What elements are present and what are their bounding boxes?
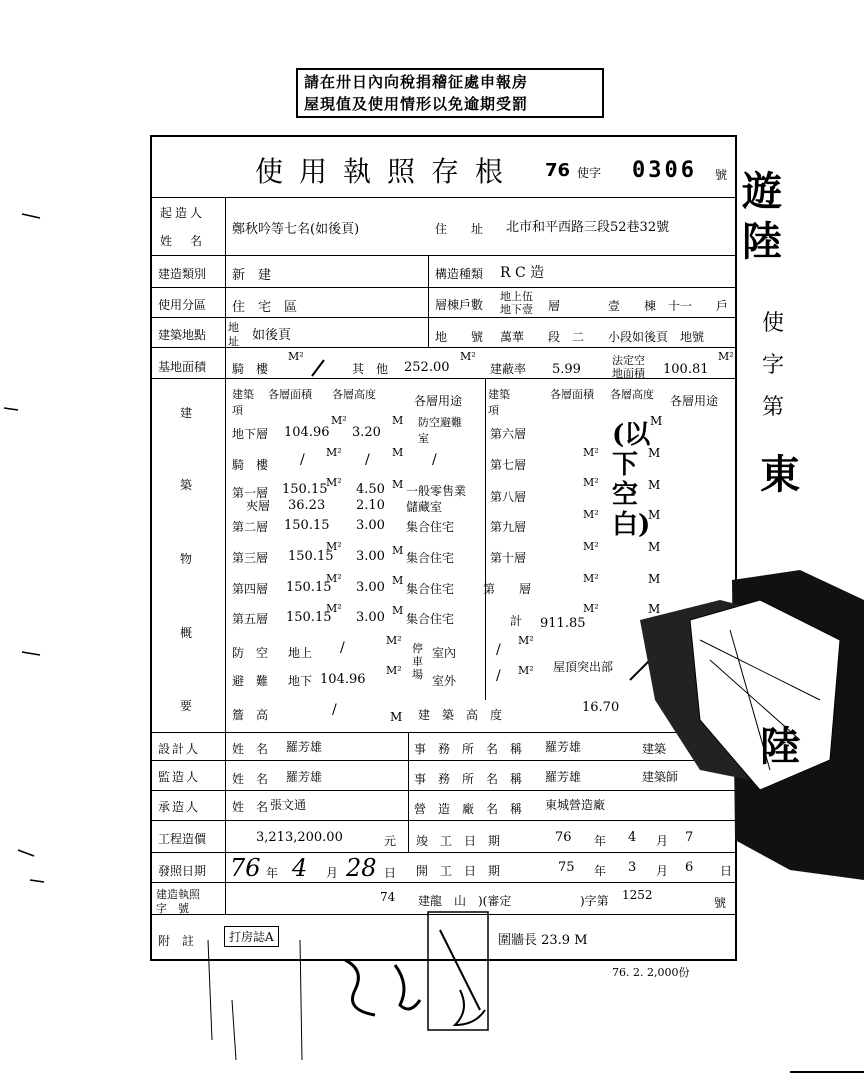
unit-m2: M²: [583, 602, 599, 615]
total-value: 911.85: [540, 616, 586, 631]
supervisor-name-label: 姓 名: [232, 772, 269, 786]
roof-label: 屋頂突出部: [553, 660, 614, 674]
unit-m2: M²: [326, 540, 342, 553]
floor-name: 第二層: [232, 520, 269, 534]
height-label: 建 築 高 度: [418, 708, 503, 722]
day-char: 日: [720, 864, 733, 878]
floor-use: 儲藏室: [406, 500, 443, 514]
permit-number: 0306: [632, 158, 697, 183]
start-month: 3: [628, 860, 637, 875]
address-value: 北市和平西路三段52巷32號: [506, 220, 670, 235]
location-sub-2: 址: [228, 335, 239, 348]
eaves-value: /: [332, 702, 337, 718]
contractor-name-label: 姓 名: [232, 800, 269, 814]
floor-height: 2.10: [356, 498, 385, 513]
print-info: 76. 2. 2,000份: [612, 966, 690, 979]
unit-m2: M²: [583, 476, 599, 489]
floor-use: 集合住宅: [406, 520, 455, 534]
fence-length: 圍牆長 23.9 M: [498, 933, 588, 948]
designer-suffix: 建築: [642, 742, 667, 756]
other-label: 其 他: [352, 362, 389, 376]
unit-m: M: [392, 478, 404, 491]
start-day: 6: [685, 860, 694, 875]
permit-year: 76: [545, 160, 571, 181]
legal-area-label-2: 地面積: [612, 367, 645, 380]
unit-m: M: [648, 572, 661, 586]
cost-value: 3,213,200.00: [256, 830, 343, 845]
contractor-firm-label: 營 造 廠 名 稱: [414, 802, 523, 816]
area-unit: M²: [288, 350, 304, 363]
month-char: 月: [656, 864, 669, 878]
col-item-header: 建築項: [232, 388, 254, 417]
note-stamp: 打房誌A: [224, 926, 279, 947]
floor-use: 集合住宅: [406, 612, 455, 626]
floor-height: 4.50: [356, 482, 385, 497]
year-char: 年: [594, 864, 607, 878]
floor-name: 第四層: [232, 582, 269, 596]
supervisor-office-label: 事 務 所 名 稱: [414, 772, 523, 786]
floor-area: 150.15: [284, 518, 330, 533]
blank-note: (以下空白): [612, 420, 651, 540]
land-value: 萬華 段 二 小段如後頁 地號: [500, 330, 705, 344]
floors-label: 層棟戶數: [435, 298, 484, 312]
floor-name: 第五層: [232, 612, 269, 626]
notice-line-2: 屋現值及使用情形以免逾期受罰: [304, 95, 529, 113]
unit-m: M: [392, 574, 404, 587]
unit-m: M: [648, 602, 661, 616]
col-area-header: 各層面積: [268, 388, 312, 401]
note-label: 附 註: [158, 934, 195, 948]
col-height-header-right: 各層高度: [610, 388, 654, 401]
floor-area: 150.15: [282, 482, 328, 497]
permit-ref-char: )字第: [580, 894, 609, 908]
owner-label-1: 起造人: [160, 206, 206, 220]
side-label-2: 築: [180, 478, 193, 492]
total-label: 計: [510, 614, 523, 628]
location-label: 建築地點: [158, 328, 207, 342]
supervisor-name: 羅芳雄: [286, 770, 323, 784]
unit-m2: M²: [583, 540, 599, 553]
supervisor-suffix: 建築師: [642, 770, 679, 784]
floor-area: /: [300, 452, 305, 468]
permit-ref-label-2: 字 號: [156, 902, 189, 915]
col-area-header-right: 各層面積: [550, 388, 594, 401]
unit-m: M: [392, 414, 404, 427]
side-label-4: 概: [180, 626, 193, 640]
permit-suffix: 號: [715, 168, 728, 182]
shelter-above-value: /: [340, 640, 345, 656]
land-label: 地 號: [435, 330, 484, 344]
col-height-header: 各層高度: [332, 388, 376, 401]
svg-text:陸: 陸: [742, 218, 782, 265]
completion-year: 76: [555, 830, 572, 845]
floor-name-right: 第六層: [490, 427, 527, 441]
permit-ref-district: 建龍 山 )(審定: [418, 894, 512, 908]
coverage-label: 建蔽率: [490, 362, 527, 376]
legal-area-label-1: 法定空: [612, 354, 645, 367]
floor-name: 騎 樓: [232, 458, 269, 472]
year-char: 年: [594, 834, 607, 848]
notice-line-1: 請在卅日內向稅捐稽征處申報房: [304, 73, 529, 91]
contractor-name: 張文通: [270, 798, 307, 812]
location-sub-1: 地: [228, 321, 239, 334]
floor-height: /: [365, 452, 370, 468]
zone-value: 住 宅 區: [232, 300, 298, 315]
other-unit: M²: [460, 350, 476, 363]
eaves-unit: M: [390, 710, 403, 724]
floor-name: 夾層: [246, 499, 271, 513]
floor-name: 地下層: [232, 427, 269, 441]
designer-office-label: 事 務 所 名 稱: [414, 742, 523, 756]
col-use-header: 各層用途: [414, 394, 463, 408]
eaves-label: 簷 高: [232, 708, 269, 722]
year-char: 年: [266, 866, 279, 880]
unit-m: M: [648, 508, 661, 522]
cost-label: 工程造價: [158, 832, 207, 846]
type-value: 新 建: [232, 268, 272, 283]
floor-height: 3.00: [356, 549, 385, 564]
issue-month: 4: [292, 854, 308, 882]
floor-height: 3.20: [352, 425, 381, 440]
floor-height: 3.00: [356, 518, 385, 533]
shelter-above-label: 地上: [288, 646, 313, 660]
parking-out-label: 室外: [432, 674, 457, 688]
floor-area: 150.15: [286, 610, 332, 625]
owner-name: 鄭秋吟等七名(如後頁): [232, 222, 360, 237]
unit-m2: M²: [326, 446, 342, 459]
unit-m2: M²: [386, 634, 402, 647]
designer-name-label: 姓 名: [232, 742, 269, 756]
unit-m2: M²: [583, 446, 599, 459]
shelter-label-1: 防 空: [232, 646, 269, 660]
floor-use: 集合住宅: [406, 551, 455, 565]
unit-m: M: [392, 604, 404, 617]
unit-m: M: [648, 540, 661, 554]
supervisor-label: 監造人: [158, 770, 201, 784]
start-label: 開 工 日 期: [416, 864, 501, 878]
unit-m2: M²: [326, 572, 342, 585]
unit-m: M: [650, 414, 663, 428]
unit-m2: M²: [518, 664, 534, 677]
month-char: 月: [326, 866, 339, 880]
unit-m: M: [648, 478, 661, 492]
svg-text:字: 字: [762, 353, 785, 378]
completion-day: 7: [685, 830, 694, 845]
zone-label: 使用分區: [158, 298, 207, 312]
floor-name-right: 第十層: [490, 551, 527, 565]
height-value: 16.70: [582, 700, 620, 715]
unit-m: M: [392, 544, 404, 557]
contractor-firm: 東城營造廠: [545, 798, 606, 812]
issue-label: 發照日期: [158, 864, 207, 878]
supervisor-office: 羅芳雄: [545, 770, 582, 784]
unit-m2: M²: [326, 602, 342, 615]
cost-unit: 元: [384, 834, 397, 848]
col-item-header-right: 建築項: [488, 388, 510, 417]
designer-office: 羅芳雄: [545, 740, 582, 754]
form-title: 使用執照存根: [255, 155, 520, 188]
unit-m2: M²: [386, 664, 402, 677]
shelter-below-label: 地下: [288, 674, 313, 688]
floors-below: 地下壹: [500, 303, 533, 316]
structure-label: 構造種類: [435, 267, 484, 281]
legal-area-unit: M²: [718, 350, 734, 363]
side-label-3: 物: [180, 552, 193, 566]
floor-height: 3.00: [356, 610, 385, 625]
svg-text:東: 東: [760, 451, 800, 498]
permit-ref-suffix: 號: [714, 896, 727, 910]
unit-m2: M²: [331, 414, 347, 427]
issue-year: 76: [230, 854, 261, 882]
type-label: 建造類別: [158, 267, 207, 281]
unit-m: M: [648, 446, 661, 460]
coverage-value: 5.99: [552, 362, 581, 377]
floor-area: 150.15: [288, 549, 334, 564]
floors-rest: 層 壹 棟 十一 戶: [548, 299, 729, 313]
unit-m2: M²: [583, 508, 599, 521]
parking-in-label: 室內: [432, 646, 457, 660]
legal-area-value: 100.81: [663, 362, 709, 377]
unit-m: M: [392, 446, 404, 459]
designer-label: 設計人: [158, 742, 201, 756]
completion-label: 竣 工 日 期: [416, 834, 501, 848]
floor-name-right: 第八層: [490, 490, 527, 504]
floor-use: 防空避難室: [418, 416, 462, 445]
permit-ref-number: 1252: [622, 888, 653, 902]
floor-name-right: 第 層: [483, 582, 532, 596]
floor-name-right: 第七層: [490, 458, 527, 472]
floors-above: 地上伍: [500, 290, 533, 303]
col-use-header-right: 各層用途: [670, 394, 719, 408]
other-value: 252.00: [404, 360, 450, 375]
floor-height: 3.00: [356, 580, 385, 595]
unit-m2: M²: [326, 476, 342, 489]
shelter-label-2: 避 難: [232, 674, 269, 688]
issue-day: 28: [346, 854, 377, 882]
parking-label: 停車場: [412, 642, 423, 681]
floor-use: 一般零售業: [406, 484, 467, 498]
svg-text:遊: 遊: [742, 168, 782, 215]
contractor-label: 承造人: [158, 800, 201, 814]
floor-use: 集合住宅: [406, 582, 455, 596]
permit-char: 使字: [577, 166, 602, 180]
side-label-5: 要: [180, 699, 193, 713]
structure-value: R C 造: [500, 265, 545, 281]
unit-m2: M²: [583, 572, 599, 585]
permit-ref-label-1: 建造執照: [156, 888, 200, 901]
svg-text:陸: 陸: [760, 723, 800, 770]
floor-area: 36.23: [288, 498, 326, 513]
floor-use: /: [432, 452, 437, 468]
parking-in-value: /: [496, 642, 501, 658]
location-value: 如後頁: [252, 328, 292, 343]
month-char: 月: [656, 834, 669, 848]
svg-text:第: 第: [762, 395, 785, 420]
unit-m2: M²: [518, 634, 534, 647]
parking-out-value: /: [496, 668, 501, 684]
side-label-1: 建: [180, 406, 193, 420]
shelter-below-value: 104.96: [320, 672, 366, 687]
start-year: 75: [558, 860, 575, 875]
floor-area: 150.15: [286, 580, 332, 595]
designer-name: 羅芳雄: [286, 740, 323, 754]
svg-text:使: 使: [762, 311, 785, 336]
arcade-label: 騎 樓: [232, 362, 269, 376]
floor-name-right: 第九層: [490, 520, 527, 534]
owner-label-2: 姓 名: [160, 234, 206, 248]
completion-month: 4: [628, 830, 637, 845]
floor-area: 104.96: [284, 425, 330, 440]
day-char: 日: [384, 866, 397, 880]
floor-name: 第一層: [232, 486, 269, 500]
address-label: 住 址: [435, 222, 484, 236]
permit-ref-year: 74: [380, 890, 396, 904]
area-label: 基地面積: [158, 360, 207, 374]
floor-name: 第三層: [232, 551, 269, 565]
